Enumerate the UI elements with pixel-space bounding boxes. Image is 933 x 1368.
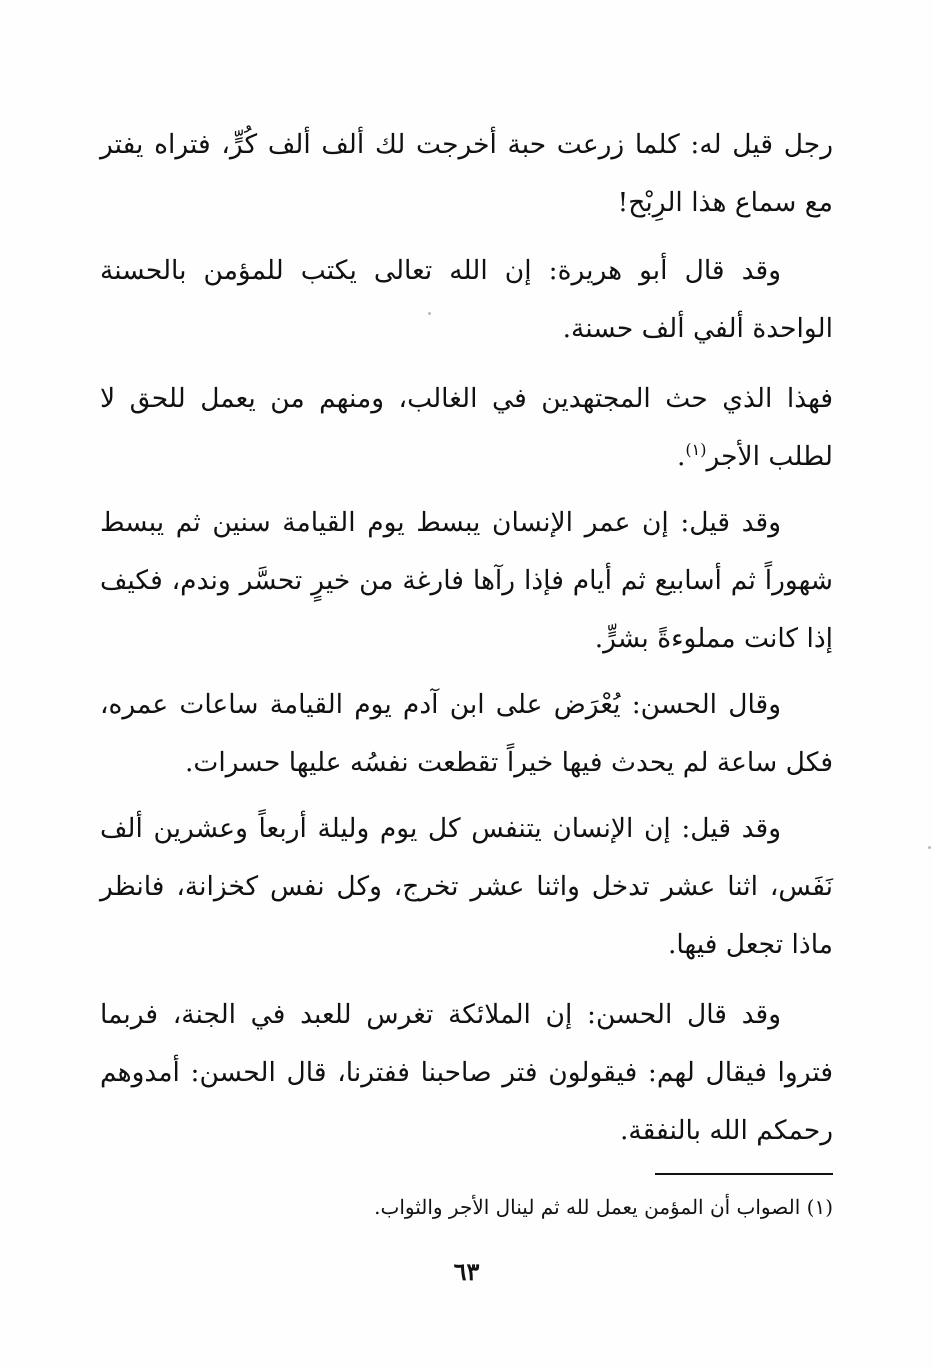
paragraph-5: وقال الحسن: يُعْرَض على ابن آدم يوم القيامة ساعات عمره، فكل ساعة لم يحدث فيها خيراً تقطعت نفسُه عليها حسرات. xyxy=(100,689,833,778)
paragraph-6: وقد قيل: إن الإنسان يتنفس كل يوم وليلة أربعاً وعشرين ألف نَفَس، اثنا عشر تدخل واثنا عشر تخرج، وكل نفس كخزانة، فانظر ماذا تجعل فيها. xyxy=(100,813,833,960)
footnote-separator xyxy=(655,1173,833,1175)
footnote-text: الصواب أن المؤمن يعمل لله ثم لينال الأجر والثواب. xyxy=(374,1195,801,1219)
scan-speck xyxy=(428,312,431,315)
footnote-reference[interactable]: (١) xyxy=(685,440,707,460)
footnote-marker: (١) xyxy=(806,1195,833,1219)
paragraph-4: وقد قيل: إن عمر الإنسان يبسط يوم القيامة سنين ثم يبسط شهوراً ثم أسابيع ثم أيام فإذا رآها فارغة من خيرٍ تحسَّر وندم، فكيف إذا كانت مملوءةً بشرٍّ. xyxy=(100,507,833,654)
paragraph-7: وقد قال الحسن: إن الملائكة تغرس للعبد في الجنة، فربما فتروا فيقال لهم: فيقولون فتر صاحبنا ففترنا، قال الحسن: أمدوهم رحمكم الله بالنفقة. xyxy=(100,999,833,1146)
footnote xyxy=(200,1190,833,1224)
scan-speck xyxy=(928,846,931,849)
paragraph-3 xyxy=(100,370,833,486)
paragraph-1: رجل قيل له: كلما زرعت حبة أخرجت لك ألف ألف كُرٍّ، فتراه يفتر مع سماع هذا الرِبْح! xyxy=(100,129,833,218)
paragraph-3-text: فهذا الذي حث المجتهدين في الغالب، ومنهم من يعمل للحق لا لطلب الأجر xyxy=(100,383,833,472)
paragraph-3-tail: . xyxy=(676,441,686,472)
page-number: ٦٣ xyxy=(453,1257,480,1286)
paragraph-2: وقد قال أبو هريرة: إن الله تعالى يكتب للمؤمن بالحسنة الواحدة ألفي ألف حسنة. xyxy=(100,255,833,344)
